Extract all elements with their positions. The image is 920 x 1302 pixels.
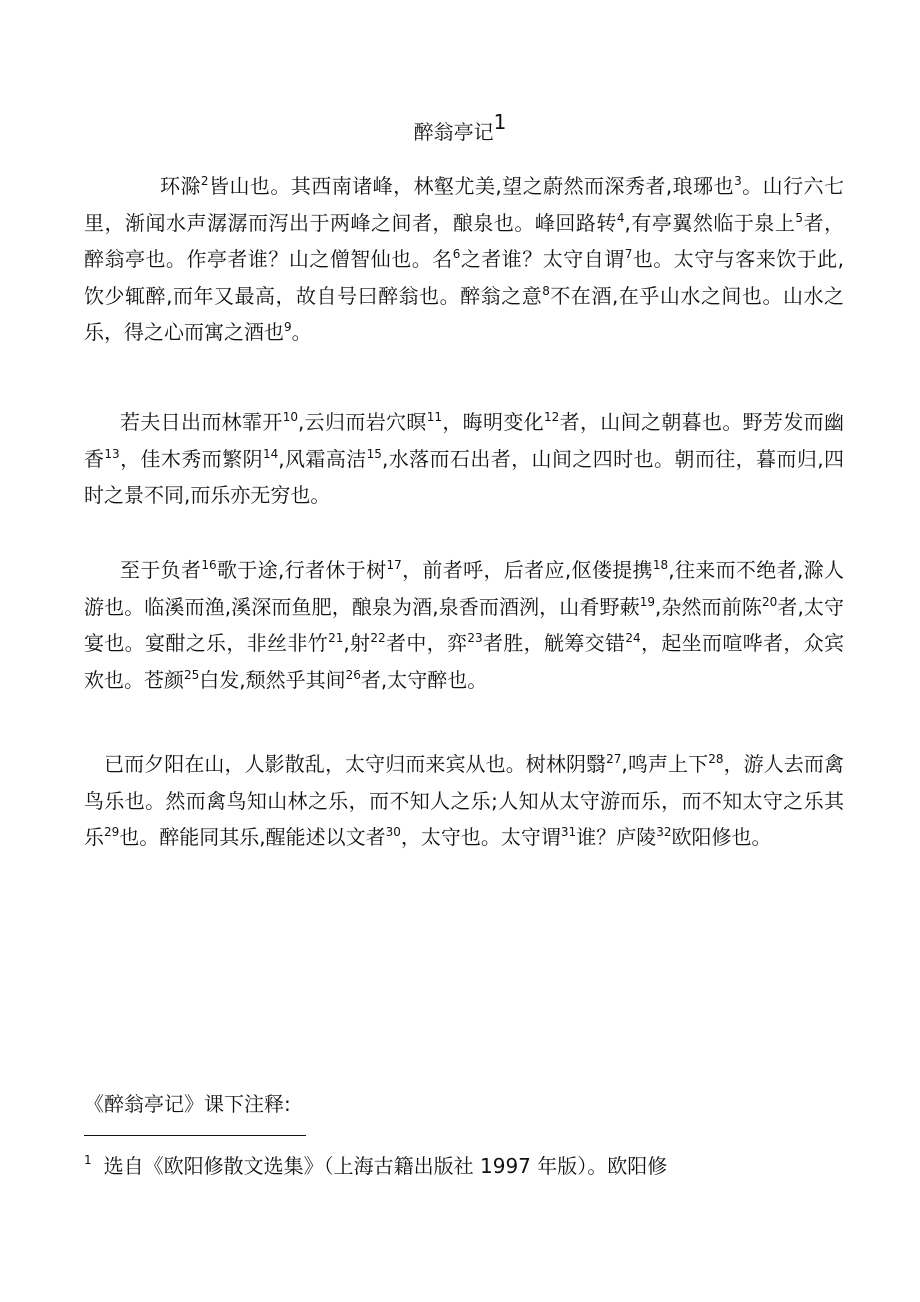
text-segment: 也。醉能同其乐,醒能述以文者 <box>119 825 386 849</box>
note-marker-25: 25 <box>184 667 200 682</box>
text-segment: 。山行六七里，渐闻水声潺潺而泻出于两峰之间者，酿泉也。峰回路转 <box>84 174 845 235</box>
text-segment: 者,太守宴也。宴酣之乐，非丝非竹 <box>84 594 845 655</box>
note-marker-23: 23 <box>467 631 483 645</box>
text-segment: ，游人去而禽鸟乐也。然而禽鸟知山林之乐，而不知人之乐;人知从太守游而乐，而不知太守之乐其乐 <box>84 752 845 849</box>
footnote-text: 选自《欧阳修散文选集》（上海古籍出版社 1997 年版）。欧阳修 <box>103 1154 668 1178</box>
note-marker-7: 7 <box>624 247 633 261</box>
note-marker-12: 12 <box>544 410 560 424</box>
text-segment: 也。太守与客来饮于此,饮少辄醉,而年又最高，故自号曰醉翁也。醉翁之意 <box>84 247 845 308</box>
note-marker-6: 6 <box>452 247 461 261</box>
text-segment: ,云归而岩穴暝 <box>297 410 427 434</box>
text-segment: ，晦明变化 <box>441 410 545 434</box>
footnote-1 <box>84 1148 667 1184</box>
text-segment: ,射 <box>343 631 371 655</box>
paragraph-2 <box>84 404 844 514</box>
text-segment: 歌于途,行者休于树 <box>216 558 387 582</box>
title-footnote-marker: 1 <box>493 110 507 134</box>
note-marker-9: 9 <box>284 320 292 334</box>
text-segment: ,水落而石出者，山间之四时也。朝而往，暮而归,四时之景不同,而乐亦无穷也。 <box>84 446 845 507</box>
note-marker-14: 14 <box>262 446 279 461</box>
paragraph-3 <box>84 552 844 698</box>
note-marker-22: 22 <box>370 631 386 645</box>
text-segment: 白发,颓然乎其间 <box>199 667 346 692</box>
note-marker-20: 20 <box>761 594 778 609</box>
note-marker-8: 8 <box>542 283 550 298</box>
note-marker-3: 3 <box>734 174 742 188</box>
title-text: 醉翁亭记 <box>413 120 494 144</box>
note-marker-26: 26 <box>345 667 361 682</box>
note-marker-18: 18 <box>652 558 669 572</box>
note-marker-31: 31 <box>560 825 577 839</box>
text-segment: 者，山间之朝暮也。野芳发而幽香 <box>84 410 845 471</box>
article-title <box>0 112 920 152</box>
note-marker-2: 2 <box>200 174 209 188</box>
note-marker-28: 28 <box>708 752 724 766</box>
paragraph-4 <box>84 746 844 856</box>
text-segment: 者胜，觥筹交错 <box>482 631 626 655</box>
note-marker-4: 4 <box>616 210 625 225</box>
text-segment: ，佳木秀而繁阴 <box>119 446 263 471</box>
text-segment: 之者谁？太守自谓 <box>460 247 625 271</box>
text-segment: ，太守也。太守谓 <box>400 825 561 849</box>
text-segment: 至于负者 <box>120 558 202 582</box>
text-segment: ,风霜高洁 <box>278 446 367 471</box>
note-marker-27: 27 <box>606 752 622 766</box>
notes-heading: 《醉翁亭记》课下注释: <box>84 1092 291 1116</box>
text-segment: ，起坐而喧哗者，众宾欢也。苍颜 <box>84 631 845 692</box>
note-marker-16: 16 <box>201 558 217 572</box>
text-segment: 欧阳修也。 <box>671 825 772 849</box>
text-segment: 者中，弈 <box>385 631 468 655</box>
note-marker-30: 30 <box>385 825 401 839</box>
note-marker-17: 17 <box>386 558 402 572</box>
text-segment: 已而夕阳在山，人影散乱，太守归而来宾从也。树林阴翳 <box>104 752 607 776</box>
note-marker-10: 10 <box>282 410 298 424</box>
text-segment: ，前者呼，后者应,伛偻提携 <box>401 558 653 582</box>
note-marker-19: 19 <box>639 594 655 609</box>
footnote-divider <box>84 1135 306 1136</box>
text-segment: 者,太守醉也。 <box>360 667 488 692</box>
note-marker-24: 24 <box>625 631 641 645</box>
text-segment: ,往来而不绝者,滁人游也。临溪而渔,溪深而鱼肥，酿泉为酒,泉香而酒洌，山肴野蔌 <box>84 558 844 619</box>
text-segment: ,有亭翼然临于泉上 <box>624 210 796 235</box>
text-segment: 若夫日出而林霏开 <box>120 410 283 434</box>
note-marker-21: 21 <box>328 631 344 645</box>
note-marker-29: 29 <box>104 825 120 839</box>
text-segment: ,杂然而前陈 <box>654 594 762 619</box>
text-segment: 谁？庐陵 <box>576 825 657 849</box>
text-segment: 。 <box>291 320 312 344</box>
paragraph-1 <box>84 168 844 351</box>
text-segment: ,鸣声上下 <box>621 752 709 776</box>
note-marker-15: 15 <box>366 446 382 461</box>
note-marker-13: 13 <box>104 446 120 461</box>
note-marker-5: 5 <box>795 210 804 225</box>
note-marker-11: 11 <box>426 410 442 424</box>
note-marker-32: 32 <box>656 825 672 839</box>
text-segment: 不在酒,在乎山水之间也。山水之乐，得之心而寓之酒也 <box>84 283 845 344</box>
footnote-marker: 1 <box>84 1153 92 1167</box>
text-segment: 者，醉翁亭也。作亭者谁？山之僧智仙也。名 <box>84 210 845 271</box>
text-segment: 皆山也。其西南诸峰，林壑尤美,望之蔚然而深秀者,琅琊也 <box>208 174 735 198</box>
text-segment: 环滁 <box>160 174 201 198</box>
